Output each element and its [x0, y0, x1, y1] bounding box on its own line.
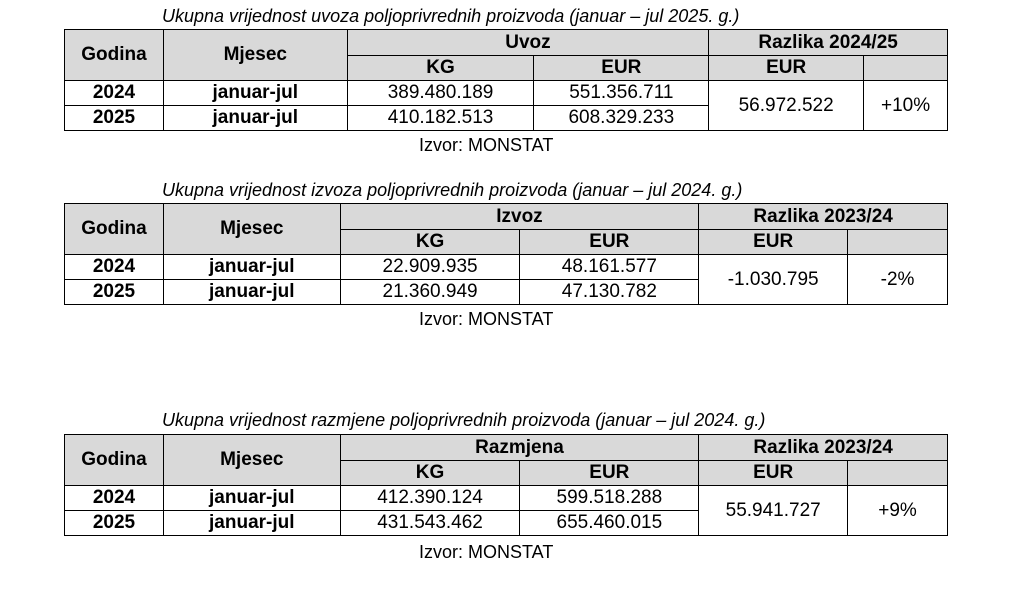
row-kg: 410.182.513: [347, 106, 534, 131]
group-header: Uvoz: [347, 30, 709, 56]
sub-kg-header: KG: [340, 230, 520, 255]
sub-empty-header: [848, 461, 948, 486]
row-kg: 412.390.124: [340, 486, 520, 511]
table-source: Izvor: MONSTAT: [419, 309, 554, 329]
row-year: 2024: [65, 486, 164, 511]
row-eur: 599.518.288: [520, 486, 699, 511]
table-source: Izvor: MONSTAT: [419, 542, 554, 562]
row-year: 2024: [65, 255, 164, 280]
row-year: 2025: [65, 280, 164, 305]
col-year-header: Godina: [65, 30, 164, 81]
table-caption: Ukupna vrijednost uvoza poljoprivrednih proizvoda (januar – jul 2025. g.): [162, 6, 740, 26]
row-year: 2025: [65, 106, 164, 131]
col-month-header: Mjesec: [163, 30, 347, 81]
table-row: [65, 81, 948, 106]
row-month: januar-jul: [163, 486, 340, 511]
diff-percent: -2%: [848, 255, 948, 305]
row-kg: 21.360.949: [340, 280, 520, 305]
col-month-header: Mjesec: [163, 435, 340, 486]
diff-value: -1.030.795: [699, 255, 848, 305]
sub-diff-eur-header: EUR: [709, 56, 864, 81]
sub-empty-header: [864, 56, 948, 81]
diff-value: 56.972.522: [709, 81, 864, 131]
row-kg: 389.480.189: [347, 81, 534, 106]
row-eur: 608.329.233: [534, 106, 709, 131]
table-caption: Ukupna vrijednost izvoza poljoprivrednih proizvoda (januar – jul 2024. g.): [162, 180, 743, 200]
row-month: januar-jul: [163, 255, 340, 280]
row-kg: 431.543.462: [340, 511, 520, 536]
diff-group-header: Razlika 2023/24: [699, 435, 948, 461]
col-year-header: Godina: [65, 204, 164, 255]
row-kg: 22.909.935: [340, 255, 520, 280]
row-eur: 551.356.711: [534, 81, 709, 106]
sub-eur-header: EUR: [520, 230, 699, 255]
row-month: januar-jul: [163, 106, 347, 131]
col-year-header: Godina: [65, 435, 164, 486]
export-table: [64, 203, 948, 305]
col-month-header: Mjesec: [163, 204, 340, 255]
sub-kg-header: KG: [347, 56, 534, 81]
trade-table: [64, 434, 948, 536]
sub-kg-header: KG: [340, 461, 520, 486]
diff-percent: +10%: [864, 81, 948, 131]
row-eur: 48.161.577: [520, 255, 699, 280]
sub-empty-header: [848, 230, 948, 255]
row-eur: 47.130.782: [520, 280, 699, 305]
import-table: [64, 29, 948, 131]
table-row: [65, 486, 948, 511]
diff-group-header: Razlika 2024/25: [709, 30, 948, 56]
table-caption: Ukupna vrijednost razmjene poljoprivrednih proizvoda (januar – jul 2024. g.): [162, 410, 766, 430]
row-month: januar-jul: [163, 511, 340, 536]
group-header: Izvoz: [340, 204, 699, 230]
row-month: januar-jul: [163, 280, 340, 305]
sub-eur-header: EUR: [534, 56, 709, 81]
row-month: januar-jul: [163, 81, 347, 106]
table-source: Izvor: MONSTAT: [419, 135, 554, 155]
row-year: 2025: [65, 511, 164, 536]
sub-eur-header: EUR: [520, 461, 699, 486]
row-year: 2024: [65, 81, 164, 106]
diff-value: 55.941.727: [699, 486, 848, 536]
sub-diff-eur-header: EUR: [699, 230, 848, 255]
sub-diff-eur-header: EUR: [699, 461, 848, 486]
diff-group-header: Razlika 2023/24: [699, 204, 948, 230]
group-header: Razmjena: [340, 435, 699, 461]
table-row: [65, 255, 948, 280]
diff-percent: +9%: [848, 486, 948, 536]
row-eur: 655.460.015: [520, 511, 699, 536]
